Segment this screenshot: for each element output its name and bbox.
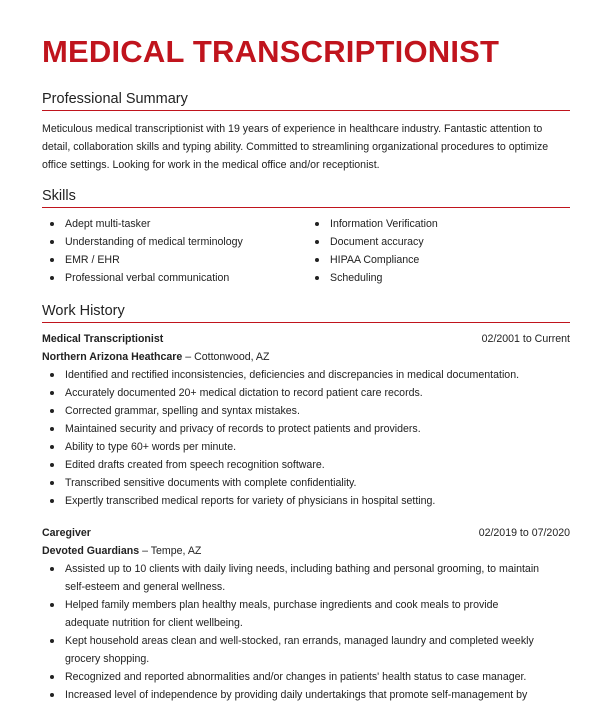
skill-item: Information Verification [307,215,567,233]
duty-item: Identified and rectified inconsistencies, deficiencies and discrepancies in medical documentation. [42,366,542,384]
job-dates: 02/2001 to Current [481,333,570,345]
job-title: Medical Transcriptionist [42,333,164,345]
skill-item: Professional verbal communication [42,269,302,287]
duty-item: Edited drafts created from speech recognition software. [42,456,542,474]
resume-title: MEDICAL TRANSCRIPTIONIST [42,34,500,69]
job-duties-list [42,366,542,510]
skills-divider [42,207,570,208]
job-duties-list [42,560,542,704]
work-history-heading: Work History [42,303,125,319]
duty-item: Assisted up to 10 clients with daily living needs, including bathing and personal grooming, to maintain self-esteem and general wellness. [42,560,542,596]
skills-heading: Skills [42,188,76,204]
employer-name: Northern Arizona Heathcare [42,351,183,363]
work-history-divider [42,322,570,323]
duty-item: Accurately documented 20+ medical dictation to record patient care records. [42,384,542,402]
duty-item: Ability to type 60+ words per minute. [42,438,542,456]
job-dates: 02/2019 to 07/2020 [478,527,570,539]
skill-item: Adept multi-tasker [42,215,302,233]
skills-list-right [307,215,567,287]
summary-text: Meticulous medical transcriptionist with 19 years of experience in healthcare industry. Fantastic attention to detail, collaboration skills and typing ability. Committed to streamlining organizational procedures to optimize office settings. Looking for work in the medical office and/or receptionist. [42,123,549,171]
summary-heading: Professional Summary [42,91,188,107]
skill-item: HIPAA Compliance [307,251,567,269]
employer-location: – Cottonwood, AZ [182,351,270,363]
job-employer-line [42,348,570,366]
skill-item: Scheduling [307,269,567,287]
duty-item: Expertly transcribed medical reports for variety of physicians in hospital setting. [42,492,542,510]
skill-item: Understanding of medical terminology [42,233,302,251]
duty-item: Kept household areas clean and well-stocked, ran errands, managed laundry and completed weekly grocery shopping. [42,632,542,668]
employer-location: – Tempe, AZ [139,545,202,557]
job-title: Caregiver [42,527,91,539]
duty-item: Recognized and reported abnormalities and/or changes in patients' health status to case manager. [42,668,542,686]
employer-name: Devoted Guardians [42,545,140,557]
duty-item: Corrected grammar, spelling and syntax mistakes. [42,402,542,420]
duty-item: Transcribed sensitive documents with complete confidentiality. [42,474,542,492]
duty-item: Helped family members plan healthy meals, purchase ingredients and cook meals to provide adequate nutrition for client wellbeing. [42,596,542,632]
summary-divider [42,110,570,111]
duty-item: Maintained security and privacy of records to protect patients and providers. [42,420,542,438]
job-header [42,524,570,542]
skills-list-left [42,215,302,287]
job-employer-line [42,542,570,560]
duty-item: Increased level of independence by providing daily undertakings that promote self-management by [42,686,542,704]
job-header [42,330,570,348]
skill-item: Document accuracy [307,233,567,251]
skill-item: EMR / EHR [42,251,302,269]
